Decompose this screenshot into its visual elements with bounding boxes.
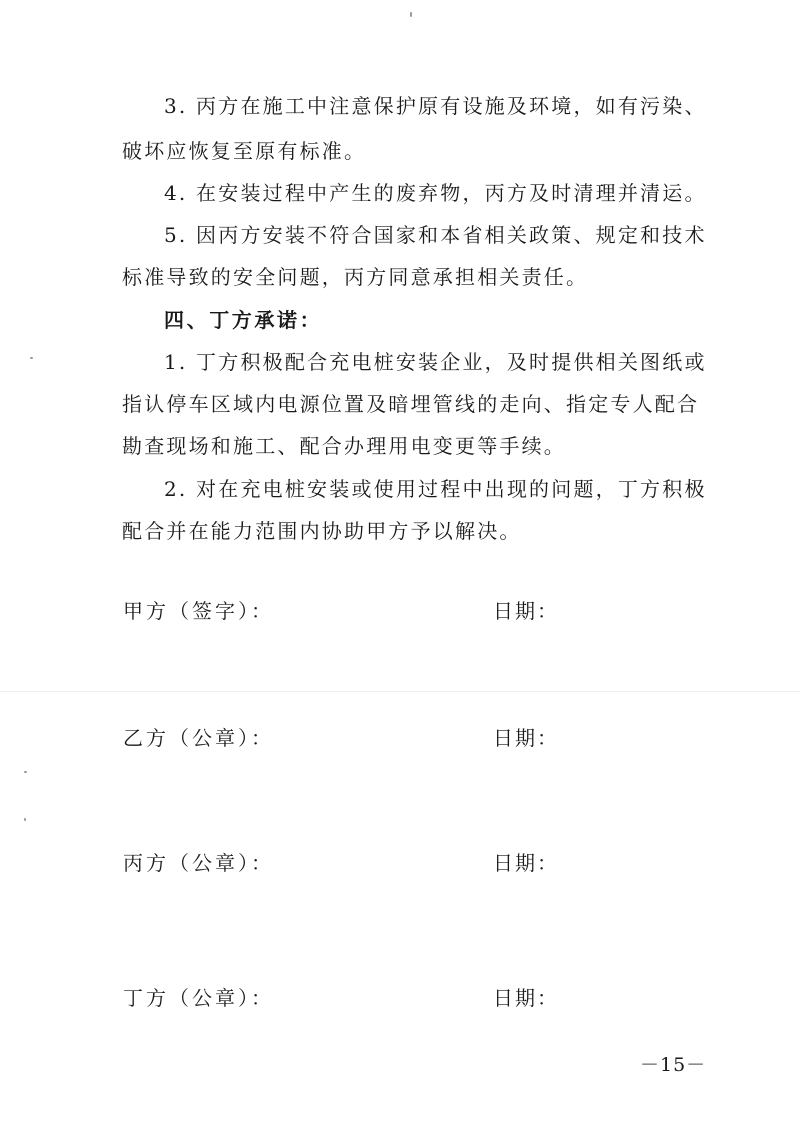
clause-d1-line1: 1. 丁方积极配合充电桩安装企业，及时提供相关图纸或	[164, 350, 707, 374]
clause-d2-line1: 2. 对在充电桩安装或使用过程中出现的问题，丁方积极	[164, 477, 707, 501]
scan-speck	[410, 12, 412, 17]
signature-party-a-label: 甲方（签字）：	[123, 599, 274, 623]
signature-party-b-date-label: 日期：	[493, 726, 559, 750]
scan-speck	[24, 771, 27, 773]
clause-d1-line3: 勘查现场和施工、配合办理用电变更等手续。	[122, 434, 566, 458]
scan-speck	[24, 818, 26, 821]
clause-c3-line1: 3. 丙方在施工中注意保护原有设施及环境，如有污染、	[164, 94, 707, 118]
signature-party-b-label: 乙方（公章）：	[123, 726, 274, 750]
signature-party-d-date-label: 日期：	[493, 986, 559, 1010]
clause-d2-line2: 配合并在能力范围内协助甲方予以解决。	[122, 519, 522, 543]
clause-c3-line2: 破坏应恢复至原有标准。	[122, 139, 367, 163]
clause-c5-line2: 标准导致的安全问题，丙方同意承担相关责任。	[122, 265, 589, 289]
scan-speck	[30, 357, 33, 359]
scan-fold-line	[0, 691, 800, 692]
signature-party-c-date-label: 日期：	[493, 851, 559, 875]
clause-c4-line1: 4. 在安装过程中产生的废弃物，丙方及时清理并清运。	[164, 181, 707, 205]
signature-party-c-label: 丙方（公章）：	[123, 851, 274, 875]
section-heading-party-d: 四、丁方承诺：	[164, 308, 323, 332]
clause-c5-line1: 5. 因丙方安装不符合国家和本省相关政策、规定和技术	[164, 223, 707, 247]
page-number: －15－	[640, 1054, 707, 1076]
clause-d1-line2: 指认停车区域内电源位置及暗埋管线的走向、指定专人配合	[122, 392, 700, 416]
signature-party-d-label: 丁方（公章）：	[123, 986, 274, 1010]
signature-party-a-date-label: 日期：	[493, 599, 559, 623]
